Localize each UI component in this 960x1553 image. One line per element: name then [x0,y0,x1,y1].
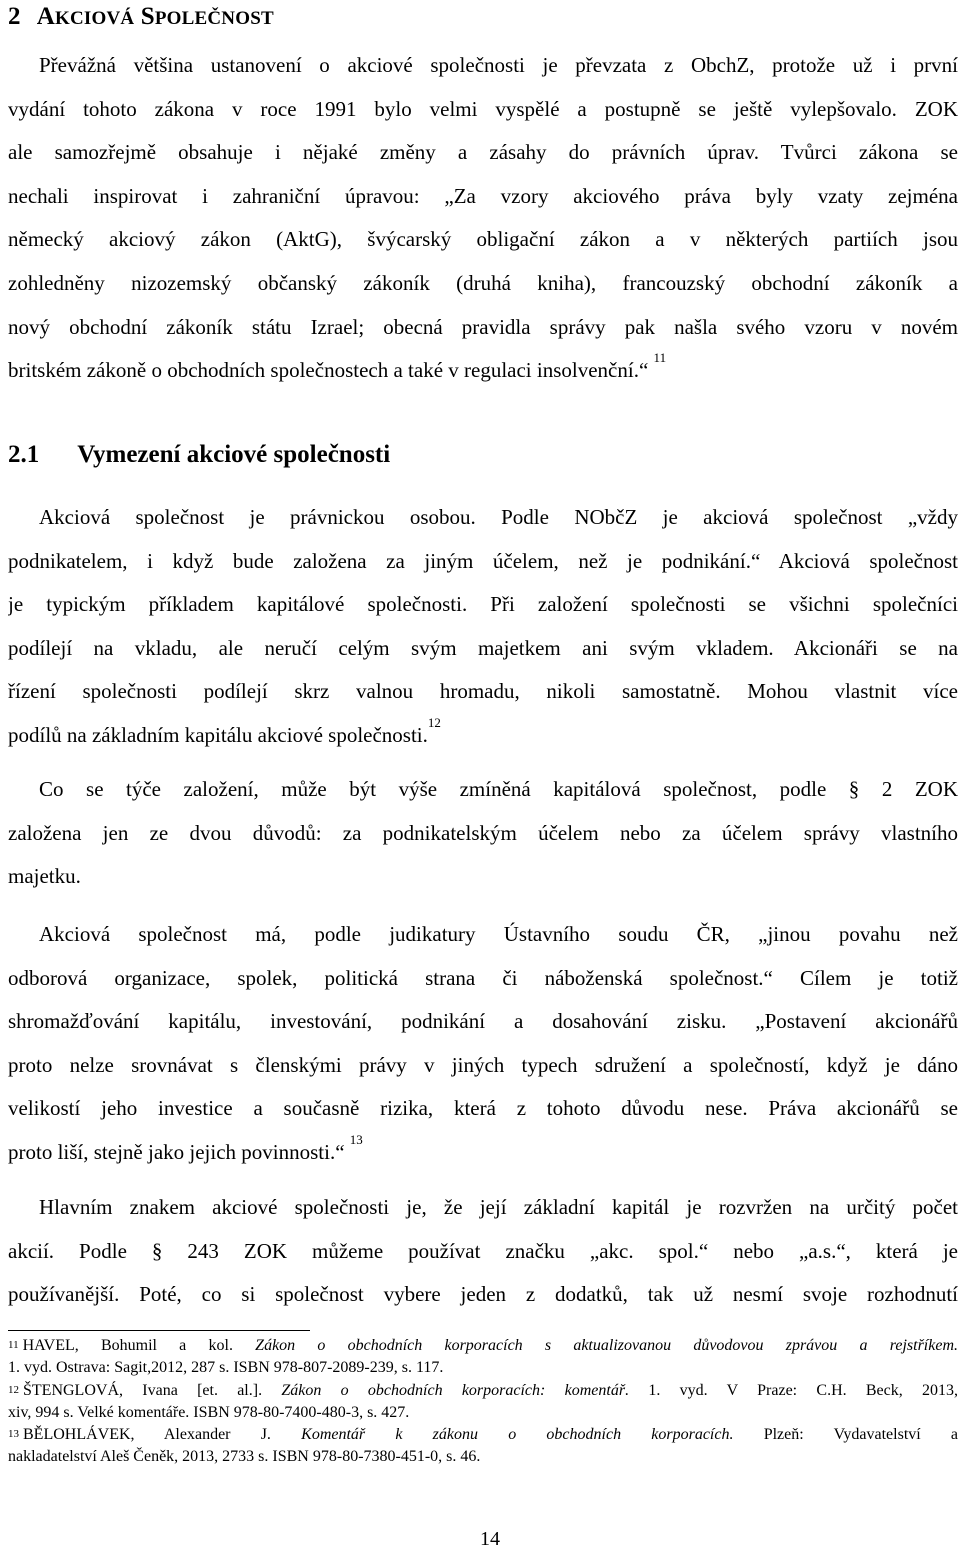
paragraph-line: odborová organizace, spolek, politická strana či náboženská společnost.“ Cílem je totiž [8,965,958,990]
footnotes [8,1335,958,1469]
paragraph-line: Akciová společnost má, podle judikatury Ústavního soudu ČR, „jinou povahu než [39,922,958,946]
footnote-line [8,1424,958,1446]
footnote-line: xiv, 994 s. Velké komentáře. ISBN 978-80-7400-480-3, s. 427. [8,1403,410,1421]
paragraph-line: velikostí jeho investice a současně rizika, která z tohoto důvodu nese. Práva akcionářů se [8,1096,958,1121]
footnote-number: 13 [8,1428,19,1441]
footnote-author: HAVEL, Bohumil a kol. [22,1337,233,1354]
footnote-number: 11 [8,1339,19,1351]
chapter-title-part: POLEČNOST [154,8,274,29]
paragraph-line: podnikatelem, i když bude založena za jiným účelem, než je podnikání.“ Akciová společnost [8,548,958,573]
paragraph-text: podílů na základním kapitálu akciové společnosti. [8,722,428,747]
paragraph-line [8,714,958,758]
paragraph-line: akcií. Podle § 243 ZOK můžeme používat značku „akc. spol.“ nebo „a.s.“, která je [8,1238,958,1263]
footnote-author: ŠTENGLOVÁ, Ivana [et. al.]. [23,1381,263,1399]
section-number: 2.1 [8,441,40,468]
footnote-title: Zákon o obchodních korporacích: komentář. [281,1381,630,1399]
chapter-title-part: KCIOVÁ [54,8,135,29]
paragraph-line: vydání tohoto zákona v roce 1991 bylo velmi vyspělé a postupně se ještě vylepšovalo. ZOK [8,96,958,121]
footnote-line: nakladatelství Aleš Čeněk, 2013, 2733 s. ISBN 978-80-7380-451-0, s. 46. [8,1448,481,1466]
section-title: Vymezení akciové společnosti [77,441,391,468]
paragraph-text: proto liší, stejně jako jejich povinnosti.“ [8,1139,345,1164]
paragraph-text: britském zákoně o obchodních společnostech a také v regulaci insolvenční.“ [8,358,649,383]
paragraph-line: proto nelze srovnávat s členskými právy v jiných typech sdružení a společností, když je dáno [8,1052,958,1077]
paragraph-line: Hlavním znakem akciové společnosti je, že její základní kapitál je rozvržen na určitý počet [39,1195,958,1219]
footnote-author: BĚLOHLÁVEK, Alexander J. [23,1426,271,1444]
paragraph-definition [8,496,958,758]
chapter-number: 2 [8,3,21,30]
page-number: 14 [480,1528,500,1550]
footnote-text: Plzeň: Vydavatelství a [763,1426,959,1444]
paragraph-line: používanější. Poté, co si společnost vybere jeden z dodatků, tak už nesmí svoje rozhodnutí [8,1282,958,1307]
paragraph-line: Převážná většina ustanovení o akciové společnosti je převzata z ObchZ, protože už i první [39,53,958,77]
footnote-reference[interactable]: 11 [653,350,667,366]
paragraph-line: Co se týče založení, může být výše zmíněná kapitálová společnost, podle § 2 ZOK [39,777,958,801]
paragraph-capital [8,1186,958,1317]
paragraph-line: majetku. [8,864,81,889]
paragraph-line: zohledněny nizozemský občanský zákoník (druhá kniha), francouzský obchodní zákoník a [8,270,958,295]
footnote-text: 1. vyd. V Praze: C.H. Beck, 2013, [648,1381,959,1399]
paragraph-line: řízení společnosti podílejí skrz valnou hromadu, nikoli samostatně. Mohou vlastnit více [8,679,958,704]
paragraph-line: Akciová společnost je právnickou osobou. Podle NObčZ je akciová společnost „vždy [39,505,958,529]
footnote-number: 12 [8,1383,19,1396]
paragraph-line: německý akciový zákon (AktG), švýcarský obligační zákon a v některých partiích jsou [8,227,958,252]
paragraph-line: nechali inspirovat i zahraniční úpravou: „Za vzory akciového práva byly vzaty zejména [8,183,958,208]
footnote-title: Komentář k zákonu o obchodních korporacích. [301,1426,734,1444]
paragraph-line [8,1131,958,1175]
paragraph-judikatura [8,913,958,1175]
footnote-line [8,1380,958,1402]
section-heading [8,438,390,472]
paragraph-founding [8,768,958,899]
paragraph-line: podílejí na vkladu, ale neručí celým svým majetkem ani svým vkladem. Akcionáři se na [8,635,958,660]
footnote-separator [8,1330,310,1331]
chapter-title-initial: A [36,3,55,30]
footnote-reference[interactable]: 12 [427,714,441,730]
footnote-line [8,1335,958,1357]
paragraph-line [8,349,958,393]
footnote-line: 1. vyd. Ostrava: Sagit,2012, 287 s. ISBN 978-807-2089-239, s. 117. [8,1359,444,1377]
paragraph-line: nový obchodní zákoník státu Izrael; obecná pravidla správy pak našla svého vzoru v novém [8,314,958,339]
paragraph-line: je typickým příkladem kapitálové společnosti. Při založení společnosti se všichni společníci [8,592,958,617]
chapter-heading [8,2,274,34]
chapter-title-initial: S [140,3,155,30]
footnote-reference[interactable]: 13 [349,1131,363,1147]
footnote-title: Zákon o obchodních korporacích s aktualizovanou důvodovou zprávou a rejstříkem. [255,1337,959,1354]
paragraph-line: shromažďování kapitálu, investování, podnikání a dosahování zisku. „Postavení akcionářů [8,1009,958,1034]
intro-paragraph [8,44,958,393]
paragraph-line: ale samozřejmě obsahuje i nějaké změny a zásahy do právních úprav. Tvůrci zákona se [8,140,958,165]
paragraph-line: založena jen ze dvou důvodů: za podnikatelským účelem nebo za účelem správy vlastního [8,820,958,845]
